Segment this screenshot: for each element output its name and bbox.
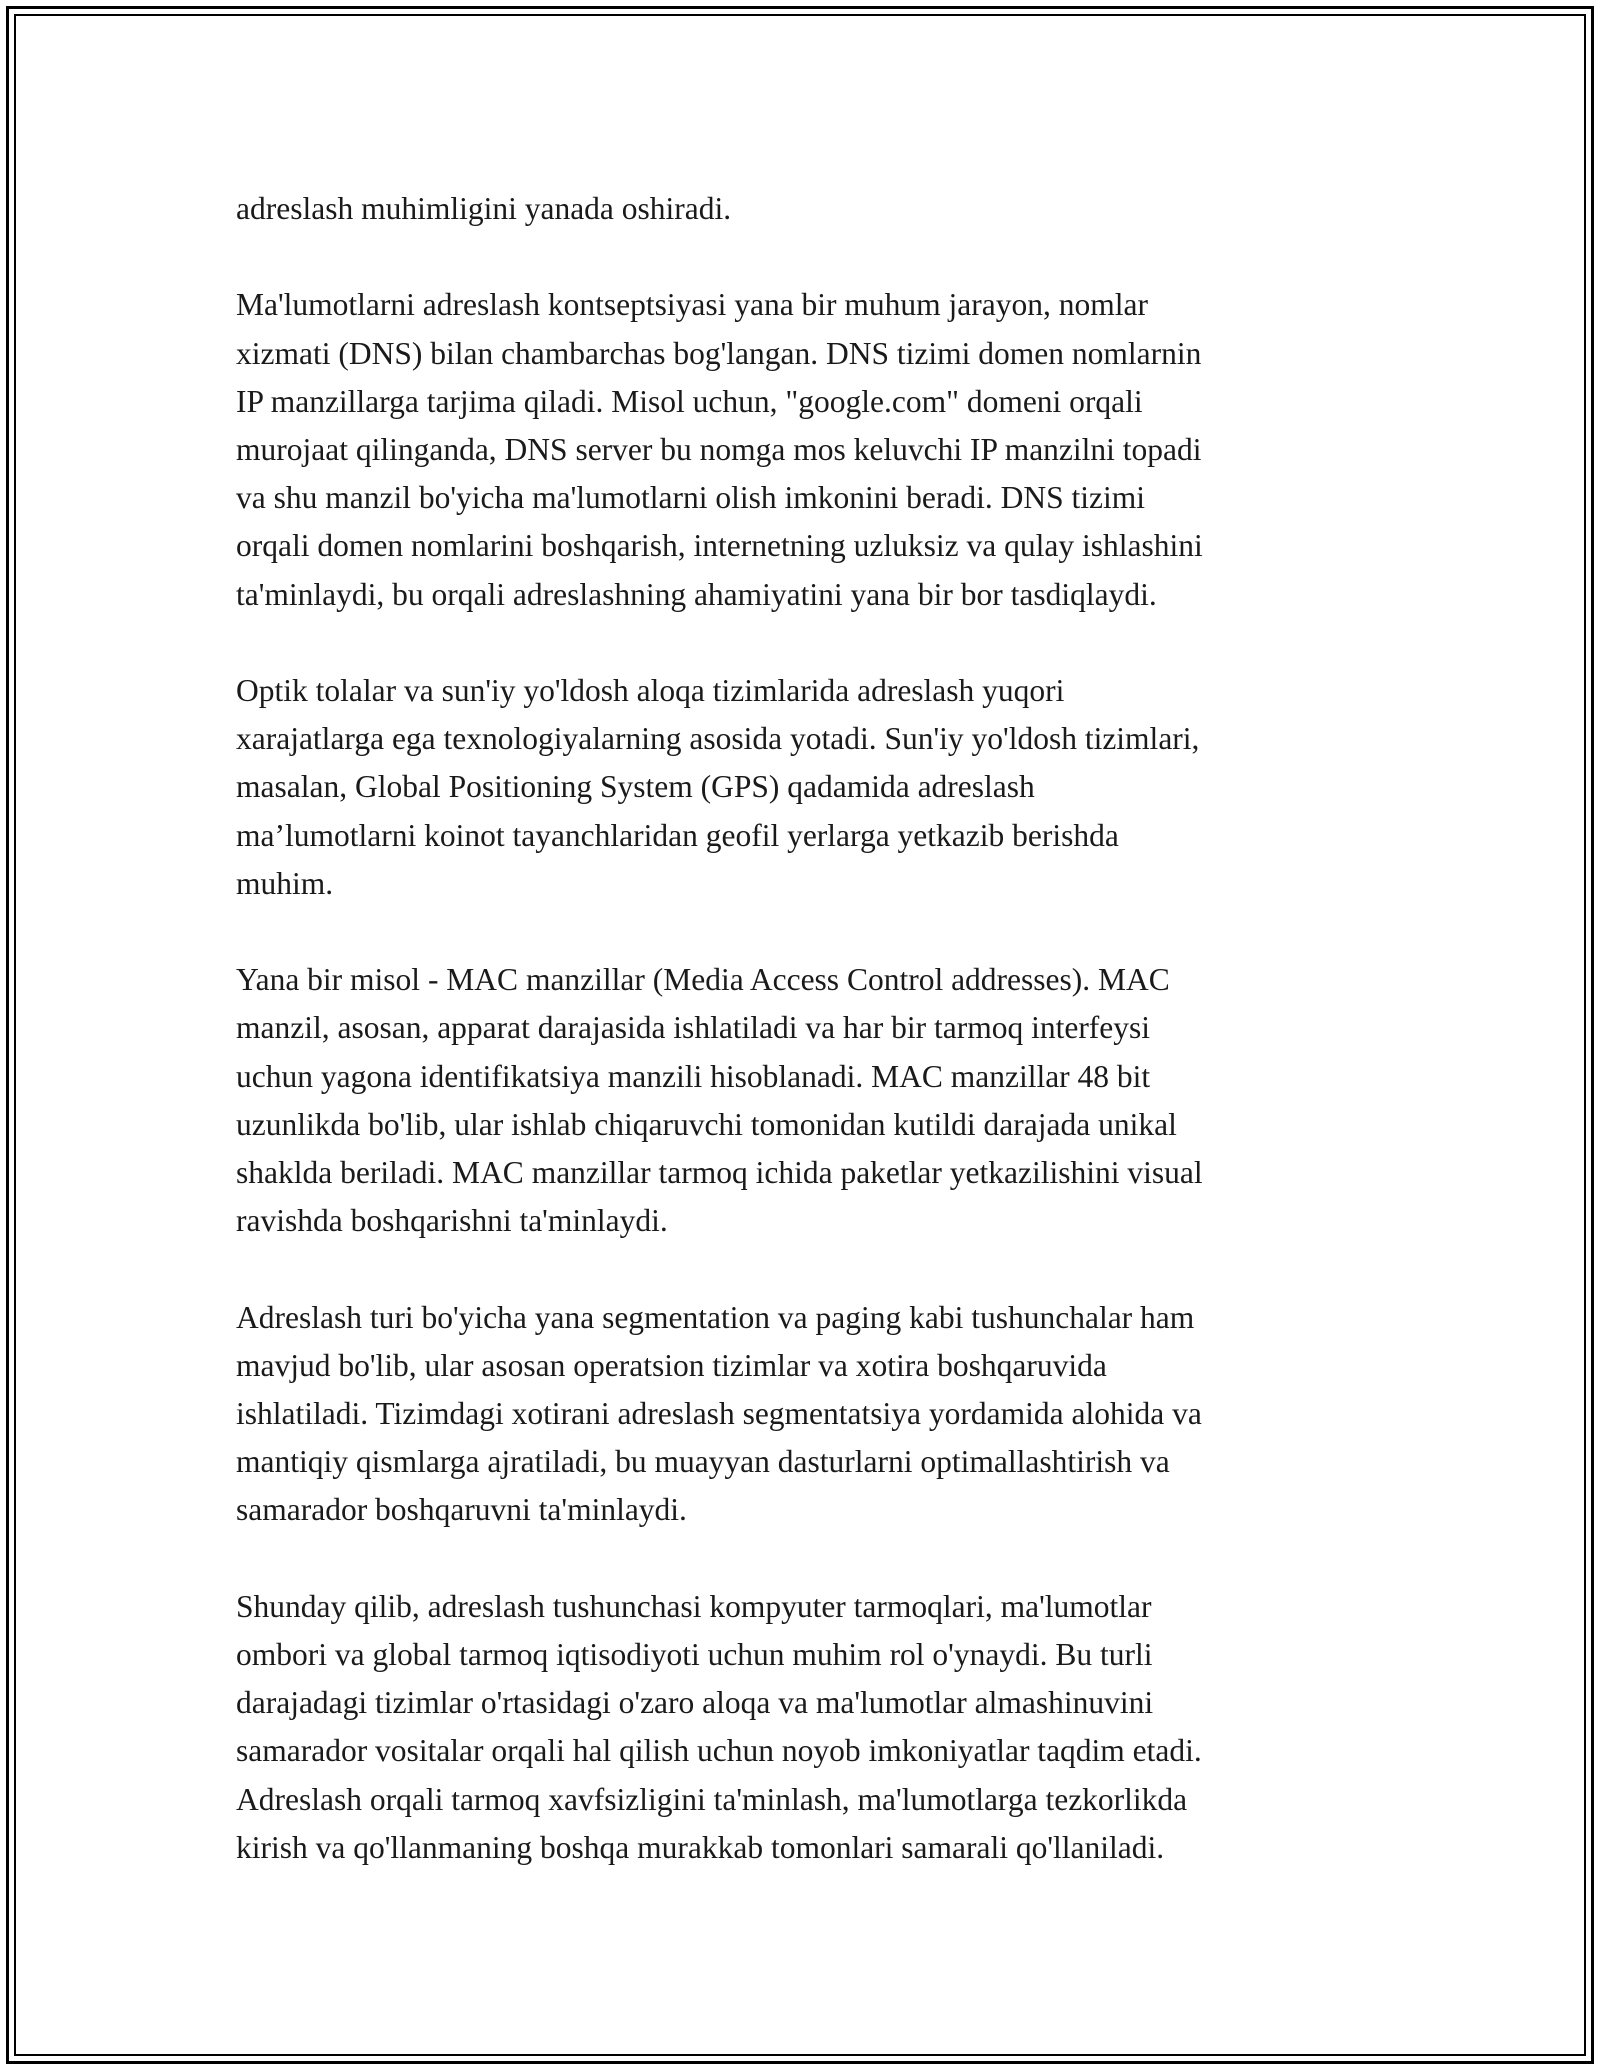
text-line: samarador boshqaruvni ta'minlaydi. [236,1492,687,1528]
text-line: Yana bir misol - MAC manzillar (Media Access Control addresses). MAC [236,962,1170,998]
text-line: Adreslash turi bo'yicha yana segmentation va paging kabi tushunchalar ham [236,1299,1195,1335]
text-line: ishlatiladi. Tizimdagi xotirani adreslash segmentatsiya yordamida alohida va [236,1396,1202,1432]
paragraph-6 [236,1583,1386,1872]
text-line: mantiqiy qismlarga ajratiladi, bu muayyan dasturlarni optimallashtirish va [236,1444,1170,1480]
text-line: adreslash muhimligini yanada oshiradi. [236,191,732,226]
paragraph-2 [236,281,1386,618]
text-line: ravishda boshqarishni ta'minlaydi. [236,1203,668,1239]
text-line: darajadagi tizimlar o'rtasidagi o'zaro aloqa va ma'lumotlar almashinuvini [236,1685,1154,1721]
text-line: ombori va global tarmoq iqtisodiyoti uchun muhim rol o'ynaydi. Bu turli [236,1637,1153,1673]
text-line: va shu manzil bo'yicha ma'lumotlarni olish imkonini beradi. DNS tizimi [236,480,1145,516]
text-line: uzunlikda bo'lib, ular ishlab chiqaruvchi tomonidan kutildi darajada unikal [236,1106,1177,1142]
text-line: kirish va qo'llanmaning boshqa murakkab tomonlari samarali qo'llaniladi. [236,1829,1165,1865]
text-line: Shunday qilib, adreslash tushunchasi kompyuter tarmoqlari, ma'lumotlar [236,1588,1152,1624]
text-line: murojaat qilinganda, DNS server bu nomga mos keluvchi IP manzilni topadi [236,432,1202,467]
text-line: uchun yagona identifikatsiya manzili hisoblanadi. MAC manzillar 48 bit [236,1058,1151,1094]
text-line: mavjud bo'lib, ular asosan operatsion tizimlar va xotira boshqaruvida [236,1347,1107,1383]
text-line: Optik tolalar va sun'iy yo'ldosh aloqa tizimlarida adreslash yuqori [236,673,1065,708]
text-line: manzil, asosan, apparat darajasida ishlatiladi va har bir tarmoq interfeysi [236,1010,1151,1046]
text-line: ma’lumotlarni koinot tayanchlaridan geofil yerlarga yetkazib berishda [236,817,1119,853]
text-line: xarajatlarga ega texnologiyalarning asosida yotadi. Sun'iy yo'ldosh tizimlari, [236,721,1200,757]
text-line: IP manzillarga tarjima qiladi. Misol uchun, "google.com" domeni orqali [236,383,1143,419]
document-body [236,185,1386,1920]
text-line: samarador vositalar orqali hal qilish uchun noyob imkoniyatlar taqdim etadi. [236,1733,1202,1769]
text-line: orqali domen nomlarini boshqarish, internetning uzluksiz va qulay ishlashini [236,528,1203,564]
text-line: Ma'lumotlarni adreslash kontseptsiyasi yana bir muhum jarayon, nomlar [236,287,1148,323]
paragraph-4 [236,956,1386,1245]
text-line: muhim. [236,865,334,901]
paragraph-1 [236,185,1386,233]
text-line: masalan, Global Positioning System (GPS) qadamida adreslash [236,769,1035,805]
text-line: ta'minlaydi, bu orqali adreslashning ahamiyatini yana bir bor tasdiqlaydi. [236,576,1157,612]
text-line: Adreslash orqali tarmoq xavfsizligini ta'minlash, ma'lumotlarga tezkorlikda [236,1781,1188,1817]
text-line: xizmati (DNS) bilan chambarchas bog'langan. DNS tizimi domen nomlarnin [236,335,1202,371]
text-line: shaklda beriladi. MAC manzillar tarmoq ichida paketlar yetkazilishini visual [236,1155,1203,1191]
paragraph-3 [236,667,1386,908]
paragraph-5 [236,1294,1386,1535]
